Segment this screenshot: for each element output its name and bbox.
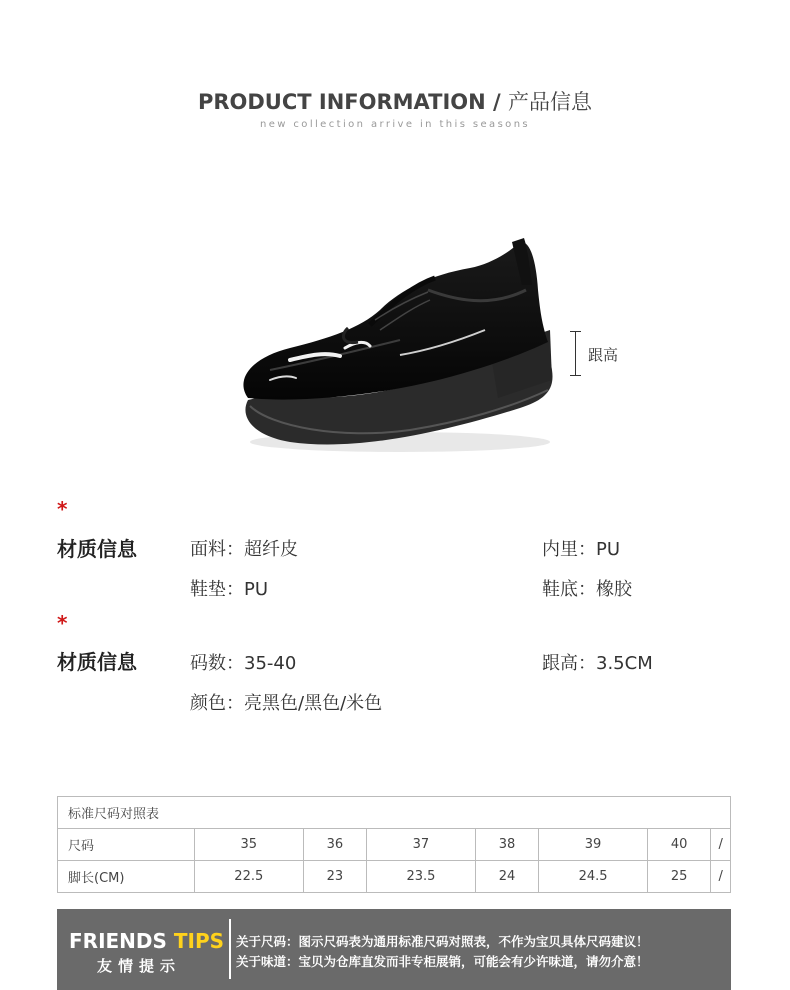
spec-item: 颜色：亮黑色/黑色/米色	[190, 693, 383, 714]
table-cell: 38	[475, 829, 539, 861]
section-star: *	[57, 497, 68, 521]
table-cell: 24.5	[539, 861, 648, 893]
spec-item: 跟高：3.5CM	[542, 653, 653, 674]
heel-height-label: 跟高	[588, 346, 619, 364]
tips-size-note: 关于尺码：图示尺码表为通用标准尺码对照表，不作为宝贝具体尺码建议！	[236, 934, 649, 949]
tips-title-en	[69, 929, 224, 953]
section-star: *	[57, 611, 68, 635]
table-cell: 39	[539, 829, 648, 861]
spec-item: 码数：35-40	[190, 653, 297, 674]
spec-item: 鞋垫：PU	[190, 579, 269, 600]
table-cell: 24	[475, 861, 539, 893]
title-en: PRODUCT INFORMATION	[197, 90, 486, 114]
spec-item: 鞋底：橡胶	[542, 579, 632, 600]
table-cell: 36	[303, 829, 367, 861]
tips-title-cn: 友情提示	[97, 957, 182, 975]
friends-tips-banner	[57, 909, 731, 990]
table-row	[58, 861, 731, 893]
title-separator: /	[485, 90, 509, 114]
table-cell: /	[711, 829, 731, 861]
section-title: 材质信息	[57, 650, 137, 674]
table-cell: 23.5	[367, 861, 476, 893]
heel-indicator-line	[575, 331, 576, 376]
heel-indicator-bottom	[570, 375, 581, 376]
tips-smell-note: 关于味道：宝贝为仓库直发而非专柜展销，可能会有少许味道，请勿介意！	[236, 954, 649, 969]
table-row-label: 尺码	[58, 829, 195, 861]
tips-title-white: FRIENDS	[69, 929, 174, 953]
tips-divider	[229, 919, 231, 979]
product-shoe-image	[230, 230, 560, 460]
section-title: 材质信息	[57, 537, 137, 561]
table-cell: 22.5	[195, 861, 304, 893]
page-subtitle: new collection arrive in this seasons	[259, 119, 531, 130]
title-cn: 产品信息	[508, 90, 593, 114]
table-cell: 23	[303, 861, 367, 893]
table-cell: 37	[367, 829, 476, 861]
table-caption-row	[58, 797, 731, 829]
table-cell: 35	[195, 829, 304, 861]
table-caption: 标准尺码对照表	[58, 797, 731, 829]
table-cell: /	[711, 861, 731, 893]
tips-title-yellow: TIPS	[173, 929, 225, 953]
table-row-label: 脚长(CM)	[58, 861, 195, 893]
spec-item: 面料：超纤皮	[190, 539, 298, 560]
table-cell: 25	[647, 861, 711, 893]
table-cell: 40	[647, 829, 711, 861]
page-title	[0, 86, 790, 116]
table-row	[58, 829, 731, 861]
spec-item: 内里：PU	[542, 539, 621, 560]
size-chart-table	[57, 796, 731, 893]
